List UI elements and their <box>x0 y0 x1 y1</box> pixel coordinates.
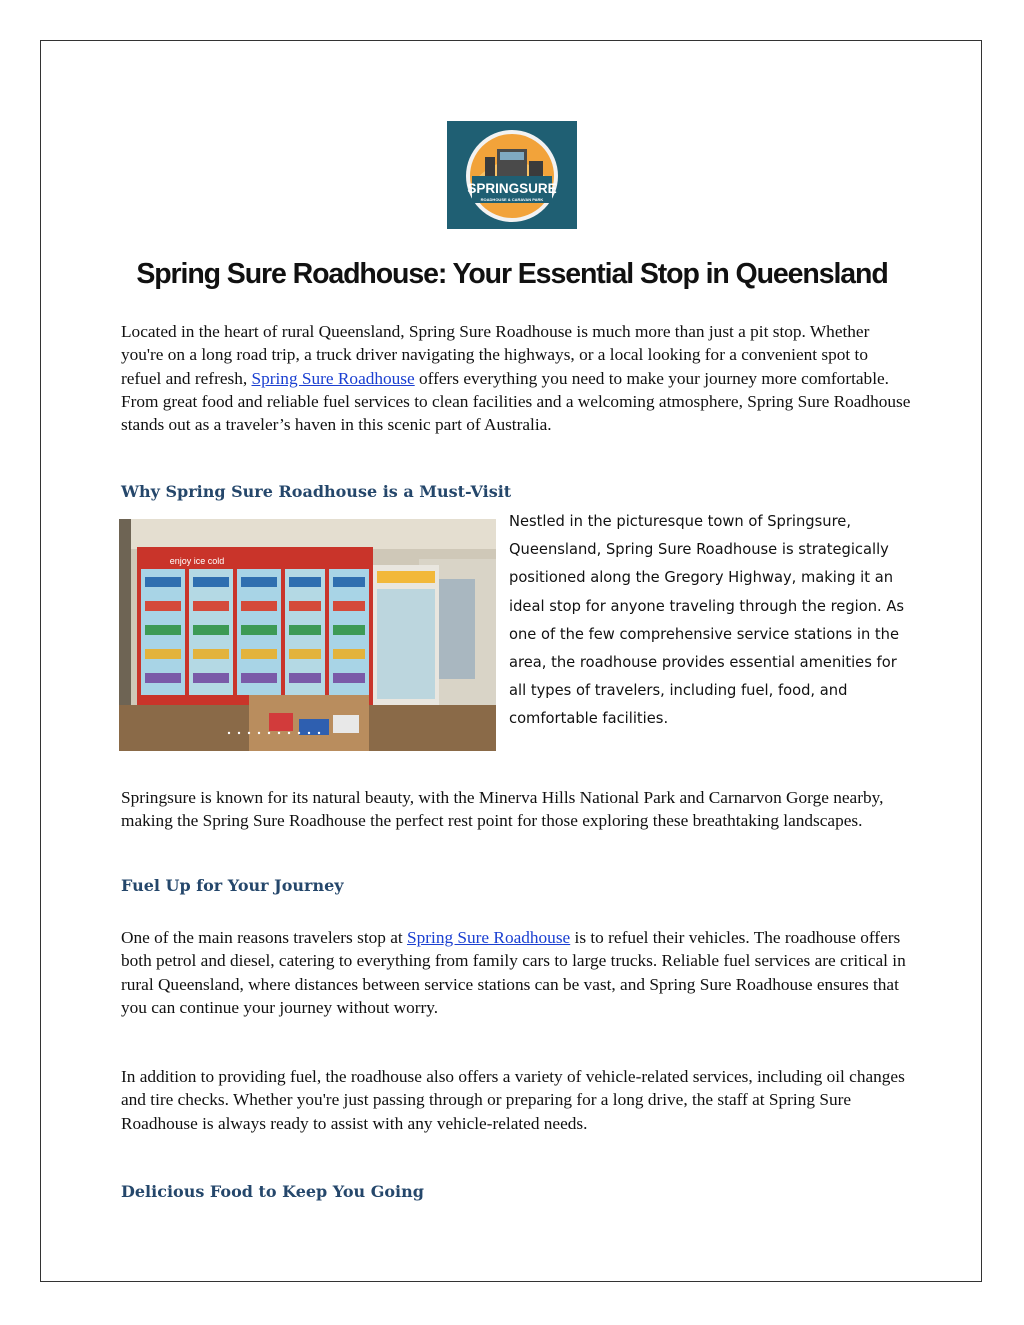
logo-text-sub: ROADHOUSE & CARAVAN PARK <box>480 197 544 202</box>
photo-banner-text: enjoy ice cold <box>169 556 225 566</box>
section-heading-fuel: Fuel Up for Your Journey <box>121 876 344 895</box>
fuel-text-end: is to refuel their vehicles. The roadhouse offers both petrol and diesel, catering to everything from family cars to large trucks. Reliable fuel services are critical in rural Queensland, where distances between service stations can be vast, and Spring Sure Roadhouse ensures that you can continue your journey without worry. <box>121 928 906 1017</box>
must-visit-side-text: Nestled in the picturesque town of Springsure, Queensland, Spring Sure Roadhouse is strategically positioned along the Gregory Highway, making it an ideal stop for anyone traveling through the region. As one of the few comprehensive service stations in the area, the roadhouse provides essential amenities for all types of travelers, including fuel, food, and comfortable facilities. <box>509 513 905 728</box>
fuel-text-start: One of the main reasons travelers stop at <box>121 928 408 947</box>
intro-paragraph <box>121 320 911 436</box>
natural-beauty-paragraph: Springsure is known for its natural beauty, with the Minerva Hills National Park and Carnarvon Gorge nearby, making the Spring Sure Roadhouse the perfect rest point for those exploring these breathtaking landscapes. <box>121 788 884 831</box>
spring-sure-roadhouse-link-2[interactable]: Spring Sure Roadhouse <box>407 928 571 947</box>
intro-text-start: Located in the heart of rural Queensland, Spring Sure Roadhouse is much more than just a pit stop. Whether you're on a long road trip, a truck driver navigating the highways, or a local looking for a convenient spot to refuel and refresh, <box>121 322 870 388</box>
fuel-paragraph <box>121 926 911 1019</box>
intro-text-end: offers everything you need to make your journey more comfortable. From great food and reliable fuel services to clean facilities and a welcoming atmosphere, Spring Sure Roadhouse stands out as a traveler’s haven in this scenic part of Australia. <box>121 368 911 435</box>
section-heading-food: Delicious Food to Keep You Going <box>121 1182 424 1201</box>
vehicle-services-paragraph: In addition to providing fuel, the roadhouse also offers a variety of vehicle-related services, including oil changes and tire checks. Whether you're just passing through or preparing for a long drive, the staff at Spring Sure Roadhouse is always ready to assist with any vehicle-related needs. <box>121 1067 905 1133</box>
section-heading-must-visit: Why Spring Sure Roadhouse is a Must-Visit <box>121 482 512 501</box>
logo-text-main: SPRINGSURE <box>467 181 557 196</box>
page-title: Spring Sure Roadhouse: Your Essential Stop in Queensland <box>136 258 888 290</box>
spring-sure-roadhouse-link[interactable]: Spring Sure Roadhouse <box>251 368 415 388</box>
store-fridges-photo <box>119 519 496 751</box>
springsure-logo <box>447 121 577 229</box>
